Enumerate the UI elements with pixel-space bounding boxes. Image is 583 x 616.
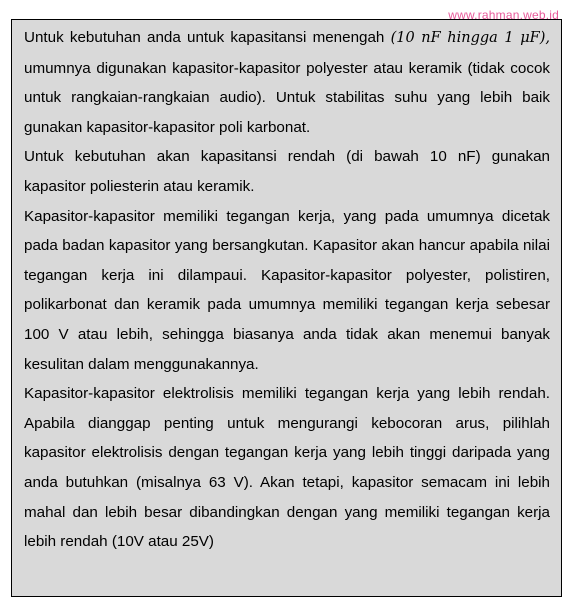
- capacitance-range-formula: (10 nF hingga 1 μF),: [390, 30, 550, 46]
- paragraph-medium-capacitance: [24, 23, 550, 142]
- watermark: www.rahman.web.id: [448, 8, 559, 22]
- paragraph-electrolytic: Kapasitor-kapasitor elektrolisis memiliki tegangan kerja yang lebih rendah. Apabila dianggap penting untuk mengurangi kebocoran arus, pilihlah kapasitor elektrolisis dengan tegangan kerja yang lebih tinggi daripada yang anda butuhkan (misalnya 63 V). Akan tetapi, kapasitor semacam ini lebih mahal dan lebih besar dibandingkan dengan yang memiliki tegangan kerja lebih rendah (10V atau 25V): [24, 385, 550, 551]
- text-box: [11, 19, 562, 597]
- paragraph-low-capacitance: Untuk kebutuhan akan kapasitansi rendah (di bawah 10 nF) gunakan kapasitor poliesterin atau keramik.: [24, 148, 550, 195]
- paragraph-1-start: Untuk kebutuhan anda untuk kapasitansi menengah: [24, 29, 391, 46]
- paragraph-1-end: umumnya digunakan kapasitor-kapasitor polyester atau keramik (tidak cocok untuk rangkaian-rangkaian audio). Untuk stabilitas suhu yang lebih baik gunakan kapasitor-kapasitor poli karbonat.: [24, 59, 550, 136]
- paragraph-working-voltage: Kapasitor-kapasitor memiliki tegangan kerja, yang pada umumnya dicetak pada badan kapasitor yang bersangkutan. Kapasitor akan hancur apabila nilai tegangan kerja ini dilampaui. Kapasitor-kapasitor polyester, polistiren, polikarbonat dan keramik pada umumnya memiliki tegangan kerja sebesar 100 V atau lebih, sehingga biasanya anda tidak akan menemui banyak kesulitan dalam menggunakannya.: [24, 207, 550, 373]
